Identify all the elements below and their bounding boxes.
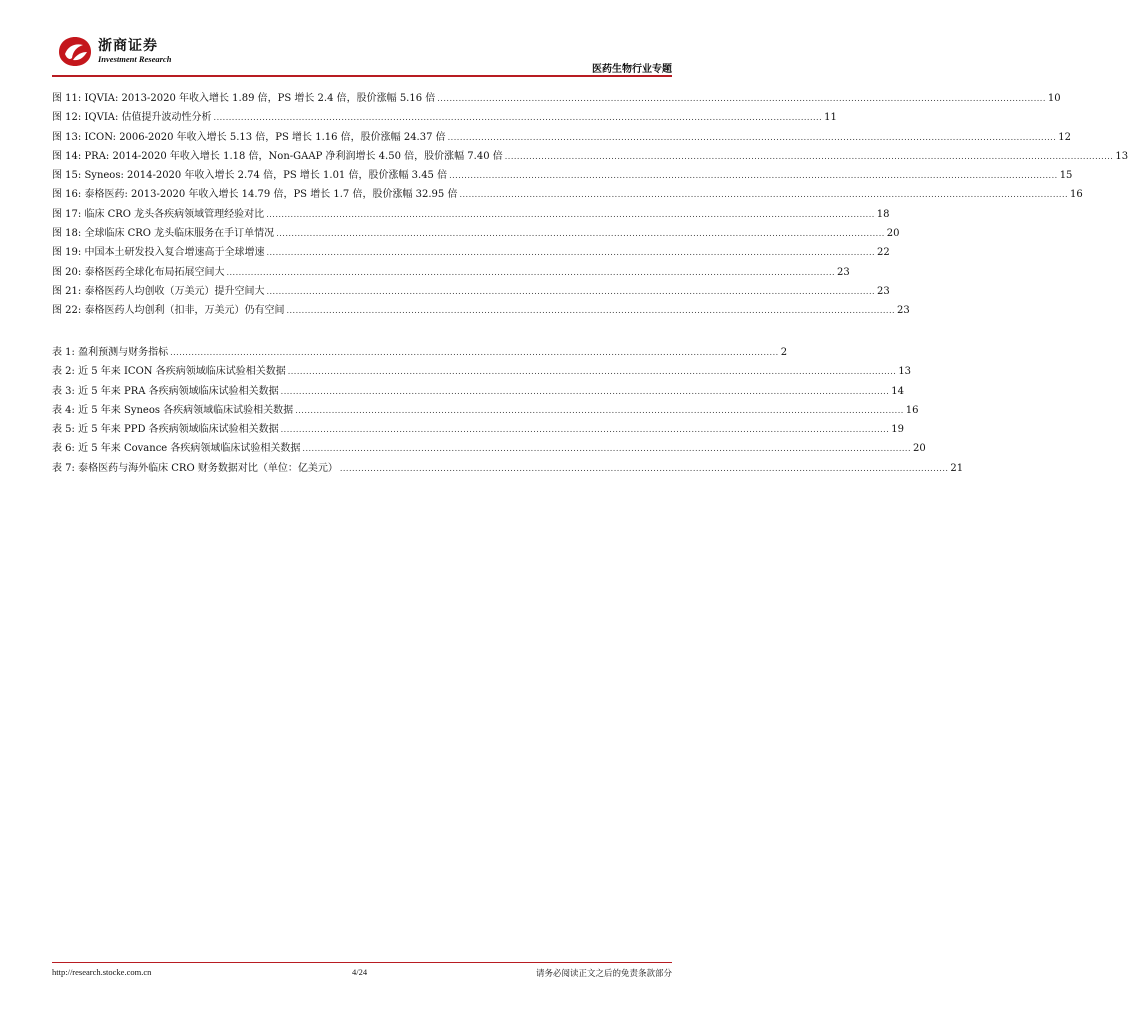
dot-leader: ........................................................................................................................................................................................................ xyxy=(449,171,1058,181)
figure-index-entry-label: 图 22: 泰格医药人均创利（扣非，万美元）仍有空间 xyxy=(52,305,285,317)
figure-index-entry-page-number: 11 xyxy=(824,112,837,124)
figure-index-entry[interactable] xyxy=(52,89,1061,108)
figure-index-entry[interactable] xyxy=(52,205,890,224)
table-index-entry-label: 表 4: 近 5 年来 Syneos 各疾病领域临床试验相关数据 xyxy=(52,404,294,416)
table-index-entry-label: 表 7: 泰格医药与海外临床 CRO 财务数据对比（单位：亿美元） xyxy=(52,462,338,474)
dot-leader: ........................................................................................................................................................................................................ xyxy=(447,132,1057,142)
dot-leader: ........................................................................................................................................................................................................ xyxy=(437,94,1046,103)
table-index-entry-page-number: 20 xyxy=(913,443,926,455)
dot-leader: ........................................................................................................................................................................................................ xyxy=(170,348,779,357)
table-index-entry[interactable] xyxy=(52,382,904,401)
figure-index-entry-page-number: 16 xyxy=(1070,189,1083,201)
table-index-entry[interactable] xyxy=(52,362,912,381)
figure-index-entry[interactable] xyxy=(52,185,1083,204)
footer-url-link[interactable]: http://research.stocke.com.cn xyxy=(52,967,152,977)
figure-index-entry-label: 图 11: IQVIA: 2013-2020 年收入增长 1.89 倍，PS 增长 2.4 倍，股价涨幅 5.16 倍 xyxy=(52,93,436,104)
figure-index-entry-page-number: 15 xyxy=(1059,170,1073,182)
figure-index-entry-page-number: 22 xyxy=(877,247,890,259)
figure-index-entry[interactable] xyxy=(52,108,837,127)
dot-leader: ........................................................................................................................................................................................................ xyxy=(280,425,890,435)
table-index-entry-label: 表 2: 近 5 年来 ICON 各疾病领域临床试验相关数据 xyxy=(52,366,286,378)
dot-leader: ........................................................................................................................................................................................................ xyxy=(302,444,912,454)
table-index-entry-page-number: 19 xyxy=(891,424,904,436)
table-index-entry[interactable] xyxy=(52,401,919,420)
dot-leader: ........................................................................................................................................................................................................ xyxy=(266,286,876,296)
table-index-entry-label: 表 5: 近 5 年来 PPD 各疾病领域临床试验相关数据 xyxy=(52,424,279,436)
table-index-entry[interactable] xyxy=(52,343,788,362)
figure-index-entry-label: 图 19: 中国本土研发投入复合增速高于全球增速 xyxy=(52,247,265,259)
dot-leader: ........................................................................................................................................................................................................ xyxy=(266,209,875,219)
dot-leader: ........................................................................................................................................................................................................ xyxy=(226,267,836,277)
figure-index-entry-label: 图 21: 泰格医药人均创收（万美元）提升空间大 xyxy=(52,285,265,297)
figure-index-entry[interactable] xyxy=(52,128,1071,147)
dot-leader: ........................................................................................................................................................................................................ xyxy=(266,248,876,258)
figure-index-entry-page-number: 23 xyxy=(877,285,890,297)
table-index-entry[interactable] xyxy=(52,439,926,458)
dot-leader: ........................................................................................................................................................................................................ xyxy=(459,190,1069,200)
figure-index-entry-page-number: 13 xyxy=(1115,150,1128,162)
figure-index-entry-label: 图 18: 全球临床 CRO 龙头临床服务在手订单情况 xyxy=(52,228,275,240)
figure-index-entry[interactable] xyxy=(52,301,910,320)
dot-leader: ........................................................................................................................................................................................................ xyxy=(280,386,890,396)
figure-index-entry-label: 图 20: 泰格医药全球化布局拓展空间大 xyxy=(52,266,225,278)
brand-wordmark xyxy=(98,38,171,64)
dot-leader: ........................................................................................................................................................................................................ xyxy=(287,367,897,377)
table-index-entry-page-number: 14 xyxy=(891,385,904,397)
figure-index-entry[interactable] xyxy=(52,282,890,301)
figure-index-entry[interactable] xyxy=(52,224,900,243)
table-index-entry-page-number: 13 xyxy=(898,366,912,378)
dot-leader: ........................................................................................................................................................................................................ xyxy=(339,463,949,473)
table-index-entry-label: 表 3: 近 5 年来 PRA 各疾病领域临床试验相关数据 xyxy=(52,385,279,397)
figure-index-entry[interactable] xyxy=(52,166,1073,185)
figure-index-entry-label: 图 16: 泰格医药: 2013-2020 年收入增长 14.79 倍，PS 增长 1.7 倍，股价涨幅 32.95 倍 xyxy=(52,189,458,201)
table-index-entry-page-number: 16 xyxy=(905,404,919,416)
figure-index-entry-label: 图 15: Syneos: 2014-2020 年收入增长 2.74 倍，PS 增长 1.01 倍，股价涨幅 3.45 倍 xyxy=(52,170,448,182)
dot-leader: ........................................................................................................................................................................................................ xyxy=(286,306,896,316)
figure-index-entry-page-number: 23 xyxy=(837,266,850,278)
figure-index-entry[interactable] xyxy=(52,147,1128,166)
figure-index-entry[interactable] xyxy=(52,243,890,262)
table-index-entry-page-number: 2 xyxy=(780,347,788,358)
table-index-entry-label: 表 6: 近 5 年来 Covance 各疾病领域临床试验相关数据 xyxy=(52,443,301,455)
footer-page-number: 4/24 xyxy=(352,967,368,977)
footer-divider xyxy=(52,962,672,963)
table-index-entry[interactable] xyxy=(52,459,964,478)
table-index-entry-page-number: 21 xyxy=(950,462,964,474)
figure-index-entry-label: 图 12: IQVIA: 估值提升波动性分析 xyxy=(52,112,212,124)
figure-index-entry-page-number: 12 xyxy=(1058,131,1071,143)
brand-name-en: Investment Research xyxy=(98,54,172,64)
brand-name-cn: 浙商证券 xyxy=(98,38,158,54)
figure-index-entry-page-number: 10 xyxy=(1047,93,1061,104)
report-category-title: 医药生物行业专题 xyxy=(592,64,672,75)
figure-index-entry-label: 图 14: PRA: 2014-2020 年收入增长 1.18 倍，Non-GAAP 净利润增长 4.50 倍，股价涨幅 7.40 倍 xyxy=(52,150,503,162)
dot-leader: ........................................................................................................................................................................................................ xyxy=(276,229,885,239)
dot-leader: ........................................................................................................................................................................................................ xyxy=(295,405,904,415)
zheshang-logo-icon xyxy=(55,34,95,68)
table-index-list xyxy=(52,343,964,478)
figure-index-entry-page-number: 23 xyxy=(897,305,910,317)
header-divider xyxy=(52,75,672,77)
figure-index-entry-page-number: 18 xyxy=(876,208,890,220)
table-index-entry-label: 表 1: 盈利预测与财务指标 xyxy=(52,347,169,358)
figure-index-list xyxy=(52,89,1128,321)
dot-leader: ........................................................................................................................................................................................................ xyxy=(504,151,1114,161)
table-index-entry[interactable] xyxy=(52,420,904,439)
figure-index-entry-label: 图 13: ICON: 2006-2020 年收入增长 5.13 倍，PS 增长 1.16 倍，股价涨幅 24.37 倍 xyxy=(52,131,446,143)
figure-index-entry-label: 图 17: 临床 CRO 龙头各疾病领域管理经验对比 xyxy=(52,208,265,220)
footer-disclaimer: 请务必阅读正文之后的免责条款部分 xyxy=(535,969,672,979)
dot-leader: ........................................................................................................................................................................................................ xyxy=(213,113,823,123)
figure-index-entry-page-number: 20 xyxy=(886,228,900,240)
figure-index-entry[interactable] xyxy=(52,263,850,282)
page-header xyxy=(0,0,724,80)
